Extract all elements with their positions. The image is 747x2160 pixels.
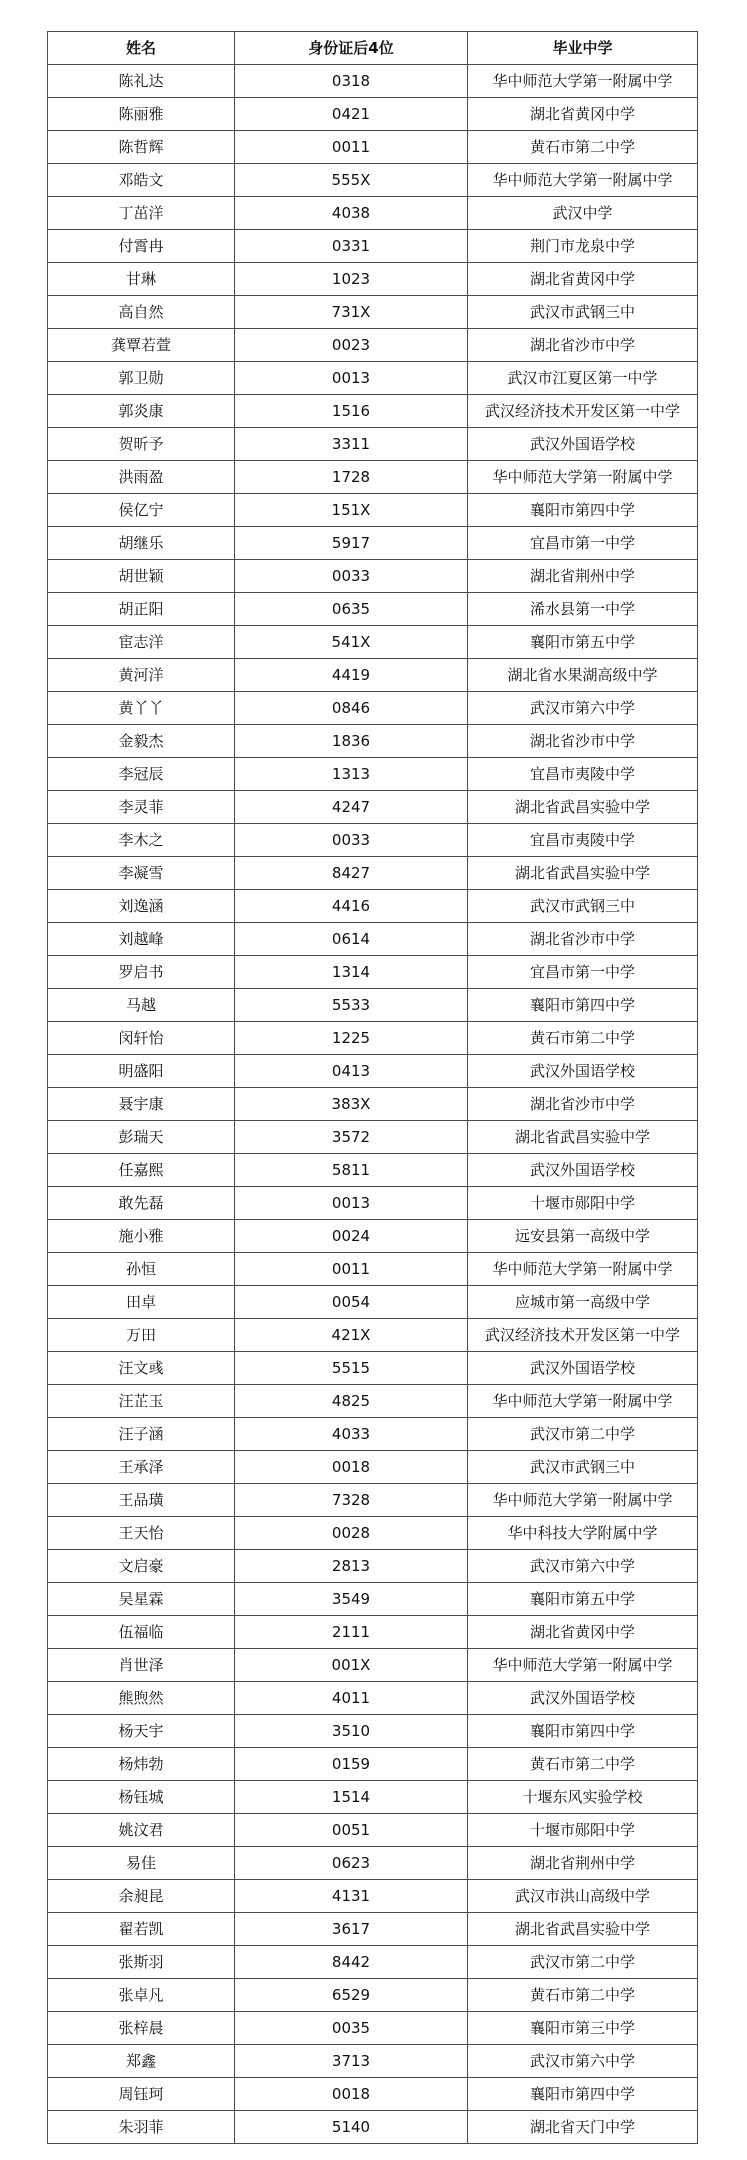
cell-name: 杨天宇 bbox=[48, 1715, 235, 1748]
cell-id-last4: 001X bbox=[235, 1649, 468, 1682]
cell-id-last4: 6529 bbox=[235, 1979, 468, 2012]
table-row bbox=[48, 1088, 698, 1121]
cell-school: 武汉市第六中学 bbox=[468, 692, 698, 725]
cell-name: 贺昕予 bbox=[48, 428, 235, 461]
cell-school: 湖北省沙市中学 bbox=[468, 923, 698, 956]
table-row bbox=[48, 1286, 698, 1319]
cell-name: 王承泽 bbox=[48, 1451, 235, 1484]
table-row bbox=[48, 956, 698, 989]
cell-school: 武汉外国语学校 bbox=[468, 1352, 698, 1385]
table-row bbox=[48, 197, 698, 230]
cell-name: 郑鑫 bbox=[48, 2045, 235, 2078]
cell-school: 华中师范大学第一附属中学 bbox=[468, 65, 698, 98]
table-row bbox=[48, 230, 698, 263]
cell-name: 刘越峰 bbox=[48, 923, 235, 956]
cell-school: 华中师范大学第一附属中学 bbox=[468, 1253, 698, 1286]
cell-name: 万田 bbox=[48, 1319, 235, 1352]
table-row bbox=[48, 923, 698, 956]
cell-id-last4: 383X bbox=[235, 1088, 468, 1121]
cell-name: 李冠辰 bbox=[48, 758, 235, 791]
cell-school: 宜昌市第一中学 bbox=[468, 527, 698, 560]
cell-name: 马越 bbox=[48, 989, 235, 1022]
cell-name: 余昶昆 bbox=[48, 1880, 235, 1913]
cell-school: 武汉市第六中学 bbox=[468, 2045, 698, 2078]
cell-name: 汪文彧 bbox=[48, 1352, 235, 1385]
table-row bbox=[48, 1220, 698, 1253]
cell-id-last4: 5140 bbox=[235, 2111, 468, 2144]
table-row bbox=[48, 1484, 698, 1517]
cell-name: 陈哲辉 bbox=[48, 131, 235, 164]
cell-id-last4: 0051 bbox=[235, 1814, 468, 1847]
table-row bbox=[48, 1847, 698, 1880]
table-row bbox=[48, 560, 698, 593]
table-row bbox=[48, 1055, 698, 1088]
cell-school: 黄石市第二中学 bbox=[468, 1022, 698, 1055]
cell-id-last4: 0846 bbox=[235, 692, 468, 725]
cell-id-last4: 0028 bbox=[235, 1517, 468, 1550]
cell-name: 龚覃若萱 bbox=[48, 329, 235, 362]
cell-id-last4: 4038 bbox=[235, 197, 468, 230]
cell-name: 朱羽菲 bbox=[48, 2111, 235, 2144]
cell-id-last4: 1313 bbox=[235, 758, 468, 791]
table-row bbox=[48, 2111, 698, 2144]
table-row bbox=[48, 1253, 698, 1286]
cell-school: 武汉市武钢三中 bbox=[468, 1451, 698, 1484]
cell-name: 伍福临 bbox=[48, 1616, 235, 1649]
cell-school: 武汉市第六中学 bbox=[468, 1550, 698, 1583]
cell-id-last4: 0013 bbox=[235, 1187, 468, 1220]
cell-id-last4: 3572 bbox=[235, 1121, 468, 1154]
table-row bbox=[48, 857, 698, 890]
table-row bbox=[48, 362, 698, 395]
cell-id-last4: 0035 bbox=[235, 2012, 468, 2045]
cell-school: 武汉外国语学校 bbox=[468, 1055, 698, 1088]
table-row bbox=[48, 263, 698, 296]
cell-school: 武汉中学 bbox=[468, 197, 698, 230]
cell-id-last4: 1225 bbox=[235, 1022, 468, 1055]
cell-name: 肖世泽 bbox=[48, 1649, 235, 1682]
cell-school: 荆门市龙泉中学 bbox=[468, 230, 698, 263]
table-row bbox=[48, 1451, 698, 1484]
cell-school: 应城市第一高级中学 bbox=[468, 1286, 698, 1319]
cell-name: 任嘉熙 bbox=[48, 1154, 235, 1187]
cell-school: 十堰东风实验学校 bbox=[468, 1781, 698, 1814]
cell-id-last4: 2813 bbox=[235, 1550, 468, 1583]
cell-name: 陈礼达 bbox=[48, 65, 235, 98]
cell-school: 黄石市第二中学 bbox=[468, 131, 698, 164]
table-row bbox=[48, 1418, 698, 1451]
table-row bbox=[48, 1187, 698, 1220]
table-row bbox=[48, 1649, 698, 1682]
cell-school: 湖北省沙市中学 bbox=[468, 1088, 698, 1121]
cell-name: 孙恒 bbox=[48, 1253, 235, 1286]
cell-id-last4: 2111 bbox=[235, 1616, 468, 1649]
cell-school: 襄阳市第四中学 bbox=[468, 2078, 698, 2111]
header-school: 毕业中学 bbox=[468, 32, 698, 65]
cell-id-last4: 1514 bbox=[235, 1781, 468, 1814]
table-header-row bbox=[48, 32, 698, 65]
cell-name: 杨炜勃 bbox=[48, 1748, 235, 1781]
cell-name: 洪雨盈 bbox=[48, 461, 235, 494]
cell-name: 易佳 bbox=[48, 1847, 235, 1880]
cell-id-last4: 3510 bbox=[235, 1715, 468, 1748]
cell-school: 宜昌市第一中学 bbox=[468, 956, 698, 989]
table-row bbox=[48, 131, 698, 164]
cell-id-last4: 0421 bbox=[235, 98, 468, 131]
cell-school: 湖北省水果湖高级中学 bbox=[468, 659, 698, 692]
table-row bbox=[48, 1979, 698, 2012]
cell-id-last4: 421X bbox=[235, 1319, 468, 1352]
cell-id-last4: 1516 bbox=[235, 395, 468, 428]
cell-id-last4: 731X bbox=[235, 296, 468, 329]
cell-name: 汪芷玉 bbox=[48, 1385, 235, 1418]
cell-school: 武汉市武钢三中 bbox=[468, 296, 698, 329]
cell-name: 汪子涵 bbox=[48, 1418, 235, 1451]
table-row bbox=[48, 1748, 698, 1781]
cell-id-last4: 8427 bbox=[235, 857, 468, 890]
cell-id-last4: 4033 bbox=[235, 1418, 468, 1451]
cell-name: 金毅杰 bbox=[48, 725, 235, 758]
cell-school: 襄阳市第四中学 bbox=[468, 989, 698, 1022]
cell-id-last4: 5515 bbox=[235, 1352, 468, 1385]
cell-name: 胡世颖 bbox=[48, 560, 235, 593]
cell-name: 聂宇康 bbox=[48, 1088, 235, 1121]
cell-school: 襄阳市第四中学 bbox=[468, 494, 698, 527]
table-row bbox=[48, 1121, 698, 1154]
cell-id-last4: 0018 bbox=[235, 1451, 468, 1484]
cell-id-last4: 3549 bbox=[235, 1583, 468, 1616]
cell-name: 丁茁洋 bbox=[48, 197, 235, 230]
cell-school: 湖北省黄冈中学 bbox=[468, 1616, 698, 1649]
cell-school: 襄阳市第四中学 bbox=[468, 1715, 698, 1748]
cell-id-last4: 0013 bbox=[235, 362, 468, 395]
cell-name: 王天怡 bbox=[48, 1517, 235, 1550]
cell-name: 郭卫勋 bbox=[48, 362, 235, 395]
cell-name: 闵轩怡 bbox=[48, 1022, 235, 1055]
cell-school: 武汉经济技术开发区第一中学 bbox=[468, 1319, 698, 1352]
cell-id-last4: 4011 bbox=[235, 1682, 468, 1715]
cell-name: 李木之 bbox=[48, 824, 235, 857]
cell-name: 郭炎康 bbox=[48, 395, 235, 428]
cell-name: 邓皓文 bbox=[48, 164, 235, 197]
cell-school: 湖北省黄冈中学 bbox=[468, 98, 698, 131]
cell-name: 翟若凯 bbox=[48, 1913, 235, 1946]
cell-school: 湖北省荆州中学 bbox=[468, 1847, 698, 1880]
cell-school: 华中科技大学附属中学 bbox=[468, 1517, 698, 1550]
table-row bbox=[48, 1814, 698, 1847]
cell-school: 湖北省沙市中学 bbox=[468, 725, 698, 758]
table-row bbox=[48, 1715, 698, 1748]
cell-id-last4: 541X bbox=[235, 626, 468, 659]
cell-id-last4: 0054 bbox=[235, 1286, 468, 1319]
cell-name: 陈丽雅 bbox=[48, 98, 235, 131]
cell-school: 远安县第一高级中学 bbox=[468, 1220, 698, 1253]
cell-name: 李灵菲 bbox=[48, 791, 235, 824]
table-row bbox=[48, 1385, 698, 1418]
cell-id-last4: 3617 bbox=[235, 1913, 468, 1946]
cell-id-last4: 0024 bbox=[235, 1220, 468, 1253]
cell-id-last4: 0318 bbox=[235, 65, 468, 98]
table-row bbox=[48, 890, 698, 923]
table-row bbox=[48, 626, 698, 659]
table-row bbox=[48, 1517, 698, 1550]
cell-name: 明盛阳 bbox=[48, 1055, 235, 1088]
table-row bbox=[48, 593, 698, 626]
cell-id-last4: 4131 bbox=[235, 1880, 468, 1913]
cell-school: 湖北省武昌实验中学 bbox=[468, 1913, 698, 1946]
cell-name: 李凝雪 bbox=[48, 857, 235, 890]
cell-school: 湖北省沙市中学 bbox=[468, 329, 698, 362]
table-row bbox=[48, 494, 698, 527]
cell-name: 敢先磊 bbox=[48, 1187, 235, 1220]
cell-name: 宦志洋 bbox=[48, 626, 235, 659]
cell-school: 武汉市第二中学 bbox=[468, 1946, 698, 1979]
cell-school: 华中师范大学第一附属中学 bbox=[468, 461, 698, 494]
cell-school: 华中师范大学第一附属中学 bbox=[468, 1484, 698, 1517]
table-row bbox=[48, 296, 698, 329]
table-row bbox=[48, 527, 698, 560]
table-row bbox=[48, 98, 698, 131]
cell-id-last4: 3311 bbox=[235, 428, 468, 461]
cell-name: 高自然 bbox=[48, 296, 235, 329]
cell-id-last4: 0011 bbox=[235, 131, 468, 164]
cell-school: 襄阳市第五中学 bbox=[468, 626, 698, 659]
cell-school: 襄阳市第三中学 bbox=[468, 2012, 698, 2045]
cell-school: 湖北省武昌实验中学 bbox=[468, 1121, 698, 1154]
cell-school: 湖北省黄冈中学 bbox=[468, 263, 698, 296]
cell-id-last4: 0023 bbox=[235, 329, 468, 362]
cell-name: 黄河洋 bbox=[48, 659, 235, 692]
cell-id-last4: 1836 bbox=[235, 725, 468, 758]
cell-id-last4: 8442 bbox=[235, 1946, 468, 1979]
cell-school: 宜昌市夷陵中学 bbox=[468, 824, 698, 857]
table-row bbox=[48, 1946, 698, 1979]
table-body bbox=[48, 65, 698, 2144]
cell-name: 姚汶君 bbox=[48, 1814, 235, 1847]
cell-name: 彭瑞天 bbox=[48, 1121, 235, 1154]
student-roster-table bbox=[47, 31, 698, 2144]
table-row bbox=[48, 725, 698, 758]
cell-school: 华中师范大学第一附属中学 bbox=[468, 164, 698, 197]
table-row bbox=[48, 395, 698, 428]
cell-school: 武汉外国语学校 bbox=[468, 1682, 698, 1715]
cell-id-last4: 0635 bbox=[235, 593, 468, 626]
header-id-last4: 身份证后4位 bbox=[235, 32, 468, 65]
cell-school: 武汉市第二中学 bbox=[468, 1418, 698, 1451]
cell-school: 华中师范大学第一附属中学 bbox=[468, 1649, 698, 1682]
cell-name: 胡继乐 bbox=[48, 527, 235, 560]
cell-name: 张卓凡 bbox=[48, 1979, 235, 2012]
cell-school: 华中师范大学第一附属中学 bbox=[468, 1385, 698, 1418]
cell-school: 武汉市洪山高级中学 bbox=[468, 1880, 698, 1913]
cell-id-last4: 0018 bbox=[235, 2078, 468, 2111]
cell-school: 武汉市江夏区第一中学 bbox=[468, 362, 698, 395]
cell-name: 施小雅 bbox=[48, 1220, 235, 1253]
cell-id-last4: 1023 bbox=[235, 263, 468, 296]
cell-id-last4: 4419 bbox=[235, 659, 468, 692]
table-row bbox=[48, 1319, 698, 1352]
cell-id-last4: 5811 bbox=[235, 1154, 468, 1187]
cell-id-last4: 0033 bbox=[235, 824, 468, 857]
cell-name: 吴星霖 bbox=[48, 1583, 235, 1616]
table-row bbox=[48, 659, 698, 692]
cell-school: 宜昌市夷陵中学 bbox=[468, 758, 698, 791]
table-row bbox=[48, 2012, 698, 2045]
table-row bbox=[48, 1880, 698, 1913]
cell-name: 杨钰城 bbox=[48, 1781, 235, 1814]
table-row bbox=[48, 824, 698, 857]
cell-school: 湖北省武昌实验中学 bbox=[468, 791, 698, 824]
cell-name: 甘琳 bbox=[48, 263, 235, 296]
cell-id-last4: 555X bbox=[235, 164, 468, 197]
table-row bbox=[48, 692, 698, 725]
cell-school: 襄阳市第五中学 bbox=[468, 1583, 698, 1616]
cell-name: 付霄冉 bbox=[48, 230, 235, 263]
cell-name: 熊煦然 bbox=[48, 1682, 235, 1715]
cell-id-last4: 7328 bbox=[235, 1484, 468, 1517]
cell-id-last4: 4825 bbox=[235, 1385, 468, 1418]
table-row bbox=[48, 1022, 698, 1055]
cell-id-last4: 0413 bbox=[235, 1055, 468, 1088]
cell-school: 黄石市第二中学 bbox=[468, 1979, 698, 2012]
cell-name: 王品璜 bbox=[48, 1484, 235, 1517]
cell-name: 黄丫丫 bbox=[48, 692, 235, 725]
table-row bbox=[48, 758, 698, 791]
cell-id-last4: 1728 bbox=[235, 461, 468, 494]
table-row bbox=[48, 989, 698, 1022]
cell-name: 张斯羽 bbox=[48, 1946, 235, 1979]
table-row bbox=[48, 1616, 698, 1649]
cell-school: 浠水县第一中学 bbox=[468, 593, 698, 626]
table-row bbox=[48, 461, 698, 494]
table-row bbox=[48, 1913, 698, 1946]
cell-id-last4: 0159 bbox=[235, 1748, 468, 1781]
cell-id-last4: 1314 bbox=[235, 956, 468, 989]
cell-school: 武汉外国语学校 bbox=[468, 1154, 698, 1187]
cell-id-last4: 3713 bbox=[235, 2045, 468, 2078]
table-row bbox=[48, 428, 698, 461]
table-row bbox=[48, 1550, 698, 1583]
cell-id-last4: 0623 bbox=[235, 1847, 468, 1880]
cell-school: 湖北省武昌实验中学 bbox=[468, 857, 698, 890]
cell-id-last4: 0331 bbox=[235, 230, 468, 263]
cell-name: 刘逸涵 bbox=[48, 890, 235, 923]
table-row bbox=[48, 329, 698, 362]
cell-school: 武汉外国语学校 bbox=[468, 428, 698, 461]
cell-name: 周钰珂 bbox=[48, 2078, 235, 2111]
cell-school: 武汉经济技术开发区第一中学 bbox=[468, 395, 698, 428]
cell-id-last4: 5917 bbox=[235, 527, 468, 560]
cell-school: 十堰市郧阳中学 bbox=[468, 1187, 698, 1220]
table-row bbox=[48, 1352, 698, 1385]
table-row bbox=[48, 1583, 698, 1616]
cell-name: 罗启书 bbox=[48, 956, 235, 989]
cell-school: 黄石市第二中学 bbox=[468, 1748, 698, 1781]
cell-name: 文启豪 bbox=[48, 1550, 235, 1583]
cell-name: 胡正阳 bbox=[48, 593, 235, 626]
table-row bbox=[48, 1154, 698, 1187]
cell-id-last4: 4247 bbox=[235, 791, 468, 824]
cell-id-last4: 0011 bbox=[235, 1253, 468, 1286]
table-row bbox=[48, 164, 698, 197]
cell-name: 张梓晨 bbox=[48, 2012, 235, 2045]
cell-name: 侯亿宁 bbox=[48, 494, 235, 527]
header-name: 姓名 bbox=[48, 32, 235, 65]
cell-id-last4: 5533 bbox=[235, 989, 468, 1022]
cell-name: 田卓 bbox=[48, 1286, 235, 1319]
cell-id-last4: 151X bbox=[235, 494, 468, 527]
table-row bbox=[48, 2078, 698, 2111]
table-row bbox=[48, 1682, 698, 1715]
cell-id-last4: 4416 bbox=[235, 890, 468, 923]
cell-school: 武汉市武钢三中 bbox=[468, 890, 698, 923]
cell-id-last4: 0033 bbox=[235, 560, 468, 593]
table-row bbox=[48, 65, 698, 98]
cell-school: 十堰市郧阳中学 bbox=[468, 1814, 698, 1847]
table-row bbox=[48, 2045, 698, 2078]
table-row bbox=[48, 791, 698, 824]
cell-id-last4: 0614 bbox=[235, 923, 468, 956]
cell-school: 湖北省天门中学 bbox=[468, 2111, 698, 2144]
cell-school: 湖北省荆州中学 bbox=[468, 560, 698, 593]
table-row bbox=[48, 1781, 698, 1814]
